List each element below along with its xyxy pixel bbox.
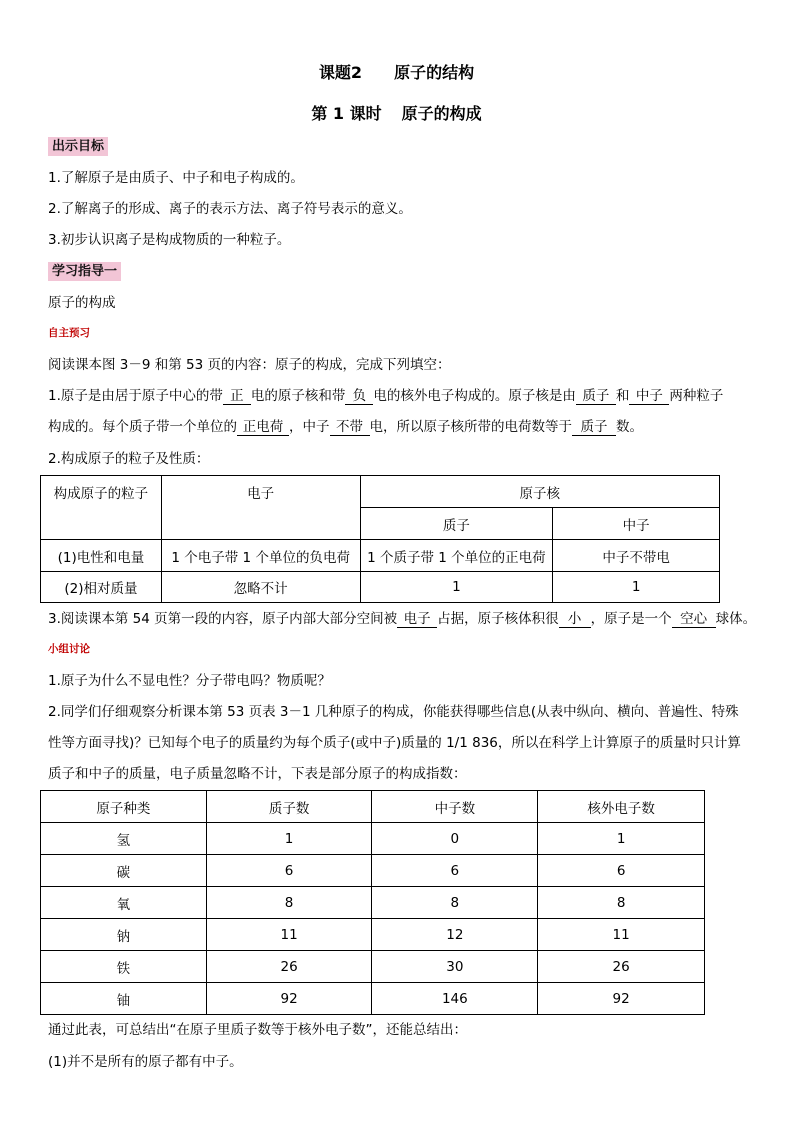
- table-row: 氢 1 0 1: [41, 823, 705, 855]
- topic-name: 原子的结构: [394, 63, 475, 82]
- header-electron: 电子: [161, 476, 360, 540]
- header-proton: 质子: [360, 508, 553, 540]
- table-row: 碳 6 6 6: [41, 855, 705, 887]
- goal-item: 3.初步认识离子是构成物质的一种粒子。: [48, 232, 291, 248]
- header-particle: 构成原子的粒子: [41, 476, 162, 540]
- goals-tag: 出示目标: [48, 137, 108, 156]
- question-3: 3.阅读课本第 54 页第一段的内容，原子内部大部分空间被 电子 占据，原子核体积很 小 ，原子是一个 空心 球体。: [48, 611, 757, 627]
- column-header: 中子数: [372, 791, 538, 823]
- table-row: 铁 26 30 26: [41, 951, 705, 983]
- section-subtitle: 原子的构成: [48, 295, 116, 311]
- lesson-title: [0, 101, 793, 124]
- answer-blank: 不带: [330, 419, 370, 436]
- guide-tag: 学习指导一: [48, 262, 121, 281]
- group-discussion-tag: 小组讨论: [48, 643, 90, 655]
- self-study-tag: 自主预习: [48, 327, 90, 339]
- topic-number: 课题2: [318, 63, 363, 82]
- question-1-line-1: 1.原子是由居于原子中心的带 正 电的原子核和带 负 电的核外电子构成的。原子核是由 质子 和 中子 两种粒子: [48, 388, 724, 404]
- answer-blank: 中子: [629, 388, 669, 405]
- question-1-line-2: 构成的。每个质子带一个单位的 正电荷 ，中子 不带 电，所以原子核所带的电荷数等于 质子 数。: [48, 419, 643, 435]
- answer-blank: 质子: [576, 388, 616, 405]
- column-header: 核外电子数: [538, 791, 705, 823]
- goal-item: 1.了解原子是由质子、中子和电子构成的。: [48, 170, 304, 186]
- table-row: 钠 11 12 11: [41, 919, 705, 951]
- answer-blank: 电子: [397, 611, 437, 628]
- discussion-2-line: 性等方面寻找)？已知每个电子的质量约为每个质子(或中子)质量的 1/1 836，所以在科学上计算原子的质量时只计算: [48, 735, 741, 751]
- question-2: 2.构成原子的粒子及性质：: [48, 451, 210, 467]
- intro-text: 阅读课本图 3－9 和第 53 页的内容：原子的构成，完成下列填空：: [48, 357, 451, 373]
- topic-title: [0, 60, 793, 83]
- table-row: 氧 8 8 8: [41, 887, 705, 919]
- goal-item: 2.了解离子的形成、离子的表示方法、离子符号表示的意义。: [48, 201, 412, 217]
- column-header: 质子数: [206, 791, 372, 823]
- table-header-row: [41, 791, 705, 823]
- lesson-name: 原子的构成: [401, 104, 482, 123]
- atom-composition-table: [40, 790, 705, 1015]
- discussion-2-line: 质子和中子的质量，电子质量忽略不计，下表是部分原子的构成指数：: [48, 766, 467, 782]
- header-nucleus: 原子核: [360, 476, 719, 508]
- column-header: 原子种类: [41, 791, 207, 823]
- lesson-number: 第 1 课时: [311, 104, 382, 123]
- table-row: 铀 92 146 92: [41, 983, 705, 1015]
- answer-blank: 小: [559, 611, 591, 628]
- conclusion-item: (1)并不是所有的原子都有中子。: [48, 1054, 243, 1070]
- discussion-2-line: 2.同学们仔细观察分析课本第 53 页表 3－1 几种原子的构成，你能获得哪些信息(从表中纵向、横向、普遍性、特殊: [48, 704, 739, 720]
- table-row: (2)相对质量 忽略不计 1 1: [41, 572, 720, 603]
- discussion-1: 1.原子为什么不显电性？分子带电吗？物质呢？: [48, 673, 331, 689]
- particle-properties-table: [40, 475, 720, 603]
- answer-blank: 负: [345, 388, 373, 405]
- header-neutron: 中子: [553, 508, 720, 540]
- answer-blank: 正: [223, 388, 251, 405]
- answer-blank: 空心: [672, 611, 716, 628]
- table-row: (1)电性和电量 1 个电子带 1 个单位的负电荷 1 个质子带 1 个单位的正电荷 中子不带电: [41, 540, 720, 572]
- answer-blank: 质子: [572, 419, 616, 436]
- answer-blank: 正电荷: [237, 419, 289, 436]
- summary-text: 通过此表，可总结出“在原子里质子数等于核外电子数”，还能总结出：: [48, 1022, 467, 1038]
